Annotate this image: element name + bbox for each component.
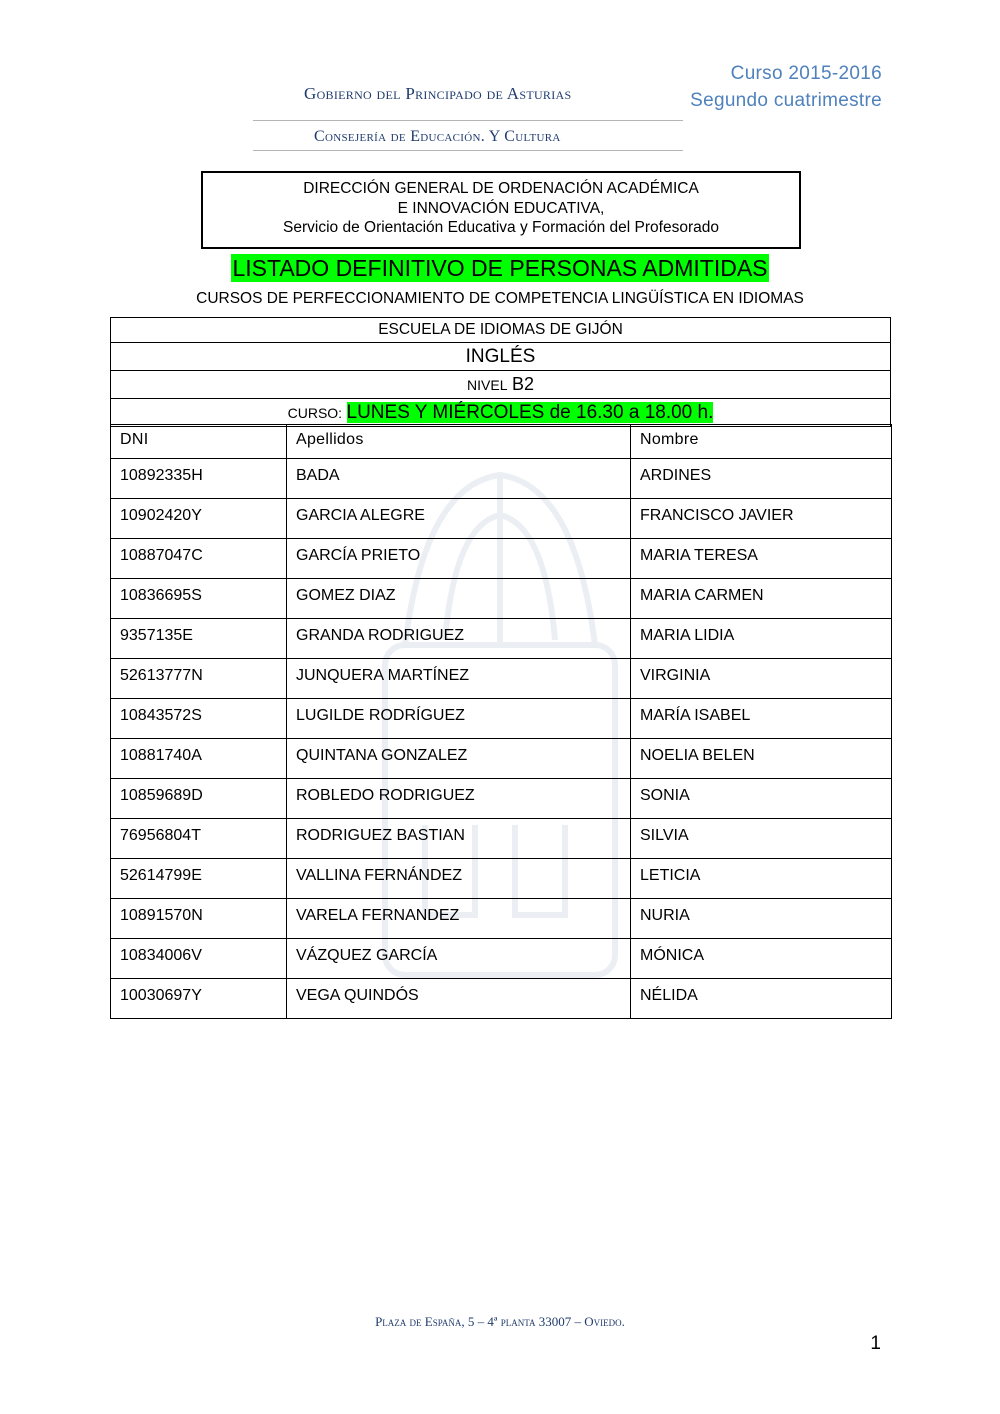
table-header-row <box>111 425 892 459</box>
cell-dni: 10887047C <box>111 539 287 579</box>
directorate-line-3: Servicio de Orientación Educativa y Formación del Profesorado <box>283 219 719 236</box>
cell-apellidos: GARCÍA PRIETO <box>287 539 631 579</box>
language-name: INGLÉS <box>111 343 891 371</box>
cell-nombre: SILVIA <box>631 819 892 859</box>
table-row <box>111 939 892 979</box>
cell-nombre: MARIA TERESA <box>631 539 892 579</box>
cell-nombre: LETICIA <box>631 859 892 899</box>
table-row <box>111 459 892 499</box>
schedule-value: LUNES Y MIÉRCOLES de 16.30 a 18.00 h. <box>346 401 714 423</box>
admitted-table <box>110 424 892 1019</box>
title-wrap <box>0 254 1000 282</box>
government-title: Gobierno del Principado de Asturias <box>304 84 572 103</box>
page-subtitle: CURSOS DE PERFECCIONAMIENTO DE COMPETENCIA LINGÜÍSTICA EN IDIOMAS <box>196 290 804 307</box>
footer-address: Plaza de España, 5 – 4ª planta 33007 – Oviedo. <box>375 1314 625 1329</box>
cell-dni: 10892335H <box>111 459 287 499</box>
cell-dni: 10891570N <box>111 899 287 939</box>
table-row <box>111 859 892 899</box>
column-header-nombre: Nombre <box>631 425 892 459</box>
cell-apellidos: VÁZQUEZ GARCÍA <box>287 939 631 979</box>
course-year-block <box>690 60 882 114</box>
header-divider-top <box>253 120 683 121</box>
cell-apellidos: QUINTANA GONZALEZ <box>287 739 631 779</box>
schedule-label: CURSO: <box>287 404 343 421</box>
cell-nombre: NURIA <box>631 899 892 939</box>
directorate-line-1: DIRECCIÓN GENERAL DE ORDENACIÓN ACADÉMICA <box>303 180 699 197</box>
table-row <box>111 499 892 539</box>
page-number: 1 <box>870 1333 881 1354</box>
table-row <box>111 539 892 579</box>
cell-dni: 10834006V <box>111 939 287 979</box>
table-row <box>111 619 892 659</box>
cell-nombre: SONIA <box>631 779 892 819</box>
directorate-line-2: E INNOVACIÓN EDUCATIVA, <box>397 199 605 217</box>
table-row <box>111 899 892 939</box>
cell-nombre: NÉLIDA <box>631 979 892 1019</box>
cell-apellidos: VARELA FERNANDEZ <box>287 899 631 939</box>
cell-apellidos: GARCIA ALEGRE <box>287 499 631 539</box>
school-name: ESCUELA DE IDIOMAS DE GIJÓN <box>111 318 891 343</box>
cell-apellidos: BADA <box>287 459 631 499</box>
level-cell <box>111 371 891 399</box>
semester: Segundo cuatrimestre <box>690 90 882 111</box>
cell-apellidos: ROBLEDO RODRIGUEZ <box>287 779 631 819</box>
cell-dni: 10902420Y <box>111 499 287 539</box>
table-row <box>111 699 892 739</box>
cell-apellidos: VALLINA FERNÁNDEZ <box>287 859 631 899</box>
table-row <box>111 779 892 819</box>
cell-nombre: FRANCISCO JAVIER <box>631 499 892 539</box>
course-header-table <box>110 317 891 427</box>
cell-apellidos: VEGA QUINDÓS <box>287 979 631 1019</box>
cell-nombre: MÓNICA <box>631 939 892 979</box>
cell-nombre: VIRGINIA <box>631 659 892 699</box>
table-row <box>111 739 892 779</box>
department-title: Consejería de Educación. Y Cultura <box>314 128 561 144</box>
cell-nombre: MARÍA ISABEL <box>631 699 892 739</box>
cell-apellidos: JUNQUERA MARTÍNEZ <box>287 659 631 699</box>
cell-dni: 10836695S <box>111 579 287 619</box>
level-label: NIVEL <box>467 377 508 393</box>
cell-apellidos: GOMEZ DIAZ <box>287 579 631 619</box>
table-row <box>111 579 892 619</box>
cell-apellidos: LUGILDE RODRÍGUEZ <box>287 699 631 739</box>
column-header-apellidos: Apellidos <box>287 425 631 459</box>
cell-dni: 52614799E <box>111 859 287 899</box>
cell-dni: 10881740A <box>111 739 287 779</box>
directorate-box <box>201 171 801 249</box>
cell-nombre: ARDINES <box>631 459 892 499</box>
cell-dni: 10859689D <box>111 779 287 819</box>
cell-apellidos: GRANDA RODRIGUEZ <box>287 619 631 659</box>
level-value: B2 <box>511 374 534 394</box>
cell-dni: 76956804T <box>111 819 287 859</box>
table-row <box>111 819 892 859</box>
cell-dni: 10843572S <box>111 699 287 739</box>
cell-dni: 10030697Y <box>111 979 287 1019</box>
cell-nombre: MARIA CARMEN <box>631 579 892 619</box>
page-title: LISTADO DEFINITIVO DE PERSONAS ADMITIDAS <box>232 255 768 281</box>
column-header-dni: DNI <box>111 425 287 459</box>
course-year: Curso 2015-2016 <box>730 63 882 84</box>
cell-nombre: NOELIA BELEN <box>631 739 892 779</box>
table-row <box>111 659 892 699</box>
table-row <box>111 979 892 1019</box>
cell-dni: 9357135E <box>111 619 287 659</box>
cell-nombre: MARIA LIDIA <box>631 619 892 659</box>
cell-dni: 52613777N <box>111 659 287 699</box>
schedule-cell <box>111 399 891 427</box>
header-divider-bottom <box>253 150 683 151</box>
cell-apellidos: RODRIGUEZ BASTIAN <box>287 819 631 859</box>
